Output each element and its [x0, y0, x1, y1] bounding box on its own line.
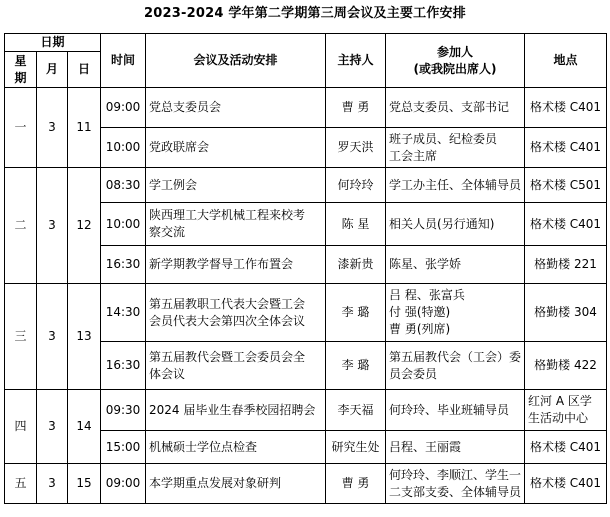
header-host: 主持人 [326, 34, 386, 88]
weekday-cell: 一 [5, 88, 37, 168]
attendees-cell [386, 342, 525, 390]
attendees-cell [386, 431, 525, 464]
location-cell [525, 390, 607, 431]
weekday-cell: 五 [5, 464, 37, 504]
attendees-line: 二支部支委、全体辅导员 [389, 484, 522, 499]
host-cell: 李 璐 [326, 342, 386, 390]
meeting-cell [146, 246, 326, 284]
attendees-cell [386, 284, 525, 342]
host-cell: 何玲玲 [326, 168, 386, 203]
header-meeting: 会议及活动安排 [146, 34, 326, 88]
location-line: 格术楼 C401 [529, 216, 602, 231]
host-cell: 陈 星 [326, 203, 386, 246]
header-attendees-line-2: (或我院出席人) [413, 61, 497, 76]
attendees-cell [386, 390, 525, 431]
time-cell: 10:00 [101, 128, 146, 168]
attendees-line: 第五届教代会（工会）委 [389, 349, 522, 364]
time-cell: 10:00 [101, 203, 146, 246]
header-month: 月 [37, 52, 68, 88]
location-line: 格术楼 C401 [529, 140, 602, 154]
attendees-line: 党总支委员、支部书记 [389, 100, 510, 114]
location-cell [525, 88, 607, 128]
table-row [5, 168, 607, 203]
attendees-cell [386, 464, 525, 504]
meeting-cell [146, 390, 326, 431]
weekday-cell: 四 [5, 390, 37, 464]
location-line: 格术楼 C401 [529, 476, 602, 490]
location-line: 格勤楼 221 [534, 257, 597, 271]
meeting-cell [146, 431, 326, 464]
location-cell [525, 342, 607, 390]
time-cell: 14:30 [101, 284, 146, 342]
header-day: 日 [68, 52, 101, 88]
meeting-cell [146, 128, 326, 168]
meeting-cell [146, 342, 326, 390]
location-cell [525, 128, 607, 168]
meeting-line: 第五届教代会暨工会委员会全 [149, 349, 306, 364]
meeting-line: 陕西理工大学机械工程来校考 [149, 208, 306, 222]
header-time: 时间 [101, 34, 146, 88]
time-cell: 09:00 [101, 464, 146, 504]
location-cell [525, 203, 607, 246]
meeting-line: 2024 届毕业生春季校园招聘会 [149, 402, 316, 417]
table-row [5, 284, 607, 342]
attendees-line: 曹 勇(列席) [389, 322, 451, 336]
time-cell: 15:00 [101, 431, 146, 464]
host-cell: 李天福 [326, 390, 386, 431]
month-cell: 3 [37, 168, 68, 284]
attendees-line: 吕程、王丽霞 [389, 439, 462, 454]
meeting-cell [146, 168, 326, 203]
schedule-table [4, 33, 607, 504]
meeting-cell [146, 88, 326, 128]
attendees-cell [386, 246, 525, 284]
table-row [5, 390, 607, 431]
meeting-cell [146, 203, 326, 246]
header-weekday [5, 52, 37, 88]
header-attendees [386, 34, 525, 88]
meeting-line: 第五届教职工代表大会暨工会 [149, 296, 306, 311]
attendees-line: 学工办主任、全体辅导员 [389, 177, 522, 192]
page-title: 2023-2024 学年第二学期第三周会议及主要工作安排 [144, 6, 466, 21]
location-cell [525, 464, 607, 504]
location-line: 生活动中心 [528, 411, 589, 425]
month-cell: 3 [37, 88, 68, 168]
attendees-line: 付 强(特邀) [389, 305, 451, 319]
host-cell: 曹 勇 [326, 88, 386, 128]
location-cell [525, 284, 607, 342]
location-line: 格术楼 C501 [529, 177, 602, 192]
day-cell: 11 [68, 88, 101, 168]
meeting-line: 本学期重点发展对象研判 [149, 476, 282, 490]
attendees-cell [386, 168, 525, 203]
time-cell: 16:30 [101, 342, 146, 390]
attendees-line: 工会主席 [389, 148, 438, 163]
month-cell: 3 [37, 390, 68, 464]
time-cell: 09:30 [101, 390, 146, 431]
day-cell: 12 [68, 168, 101, 284]
time-cell: 16:30 [101, 246, 146, 284]
header-location: 地点 [525, 34, 607, 88]
location-line: 红河 A 区学 [528, 394, 592, 408]
header-weekday-char-2: 期 [14, 70, 27, 85]
meeting-line: 察交流 [149, 225, 186, 239]
host-cell: 漆新贵 [326, 246, 386, 284]
day-cell: 13 [68, 284, 101, 390]
attendees-line: 员会委员 [389, 366, 438, 381]
meeting-line: 学工例会 [149, 177, 198, 192]
header-weekday-char-1: 星 [14, 53, 27, 68]
meeting-cell [146, 464, 326, 504]
weekday-cell: 三 [5, 284, 37, 390]
day-cell: 14 [68, 390, 101, 464]
day-cell: 15 [68, 464, 101, 504]
location-line: 格术楼 C401 [529, 439, 602, 454]
host-cell: 曹 勇 [326, 464, 386, 504]
meeting-line: 党总支委员会 [149, 100, 222, 114]
meeting-line: 新学期教学督导工作布置会 [149, 257, 294, 271]
location-cell [525, 431, 607, 464]
location-line: 格勤楼 304 [534, 305, 597, 319]
attendees-line: 班子成员、纪检委员 [389, 131, 498, 146]
header-attendees-line-1: 参加人 [437, 44, 474, 59]
table-row [5, 88, 607, 128]
table-row [5, 464, 607, 504]
attendees-line: 陈星、张学娇 [389, 257, 462, 271]
meeting-line: 会员代表大会第四次全体会议 [149, 313, 306, 328]
header-row-1 [5, 34, 607, 52]
host-cell: 研究生处 [326, 431, 386, 464]
host-cell: 罗天洪 [326, 128, 386, 168]
month-cell: 3 [37, 284, 68, 390]
location-cell [525, 168, 607, 203]
location-line: 格勤楼 422 [534, 358, 597, 372]
time-cell: 09:00 [101, 88, 146, 128]
attendees-cell [386, 203, 525, 246]
attendees-line: 何玲玲、毕业班辅导员 [389, 402, 510, 417]
location-line: 格术楼 C401 [529, 100, 602, 114]
meeting-cell [146, 284, 326, 342]
weekday-cell: 二 [5, 168, 37, 284]
attendees-line: 吕 程、张富兵 [389, 288, 465, 302]
attendees-line: 何玲玲、李顺江、学生一 [389, 467, 522, 482]
time-cell: 08:30 [101, 168, 146, 203]
attendees-cell [386, 88, 525, 128]
location-cell [525, 246, 607, 284]
meeting-line: 体会议 [149, 366, 186, 381]
host-cell: 李 璐 [326, 284, 386, 342]
month-cell: 3 [37, 464, 68, 504]
header-date-group: 日期 [5, 34, 101, 52]
meeting-line: 党政联席会 [149, 140, 210, 154]
meeting-line: 机械硕士学位点检查 [149, 439, 258, 454]
attendees-line: 相关人员(另行通知) [389, 216, 495, 231]
attendees-cell [386, 128, 525, 168]
